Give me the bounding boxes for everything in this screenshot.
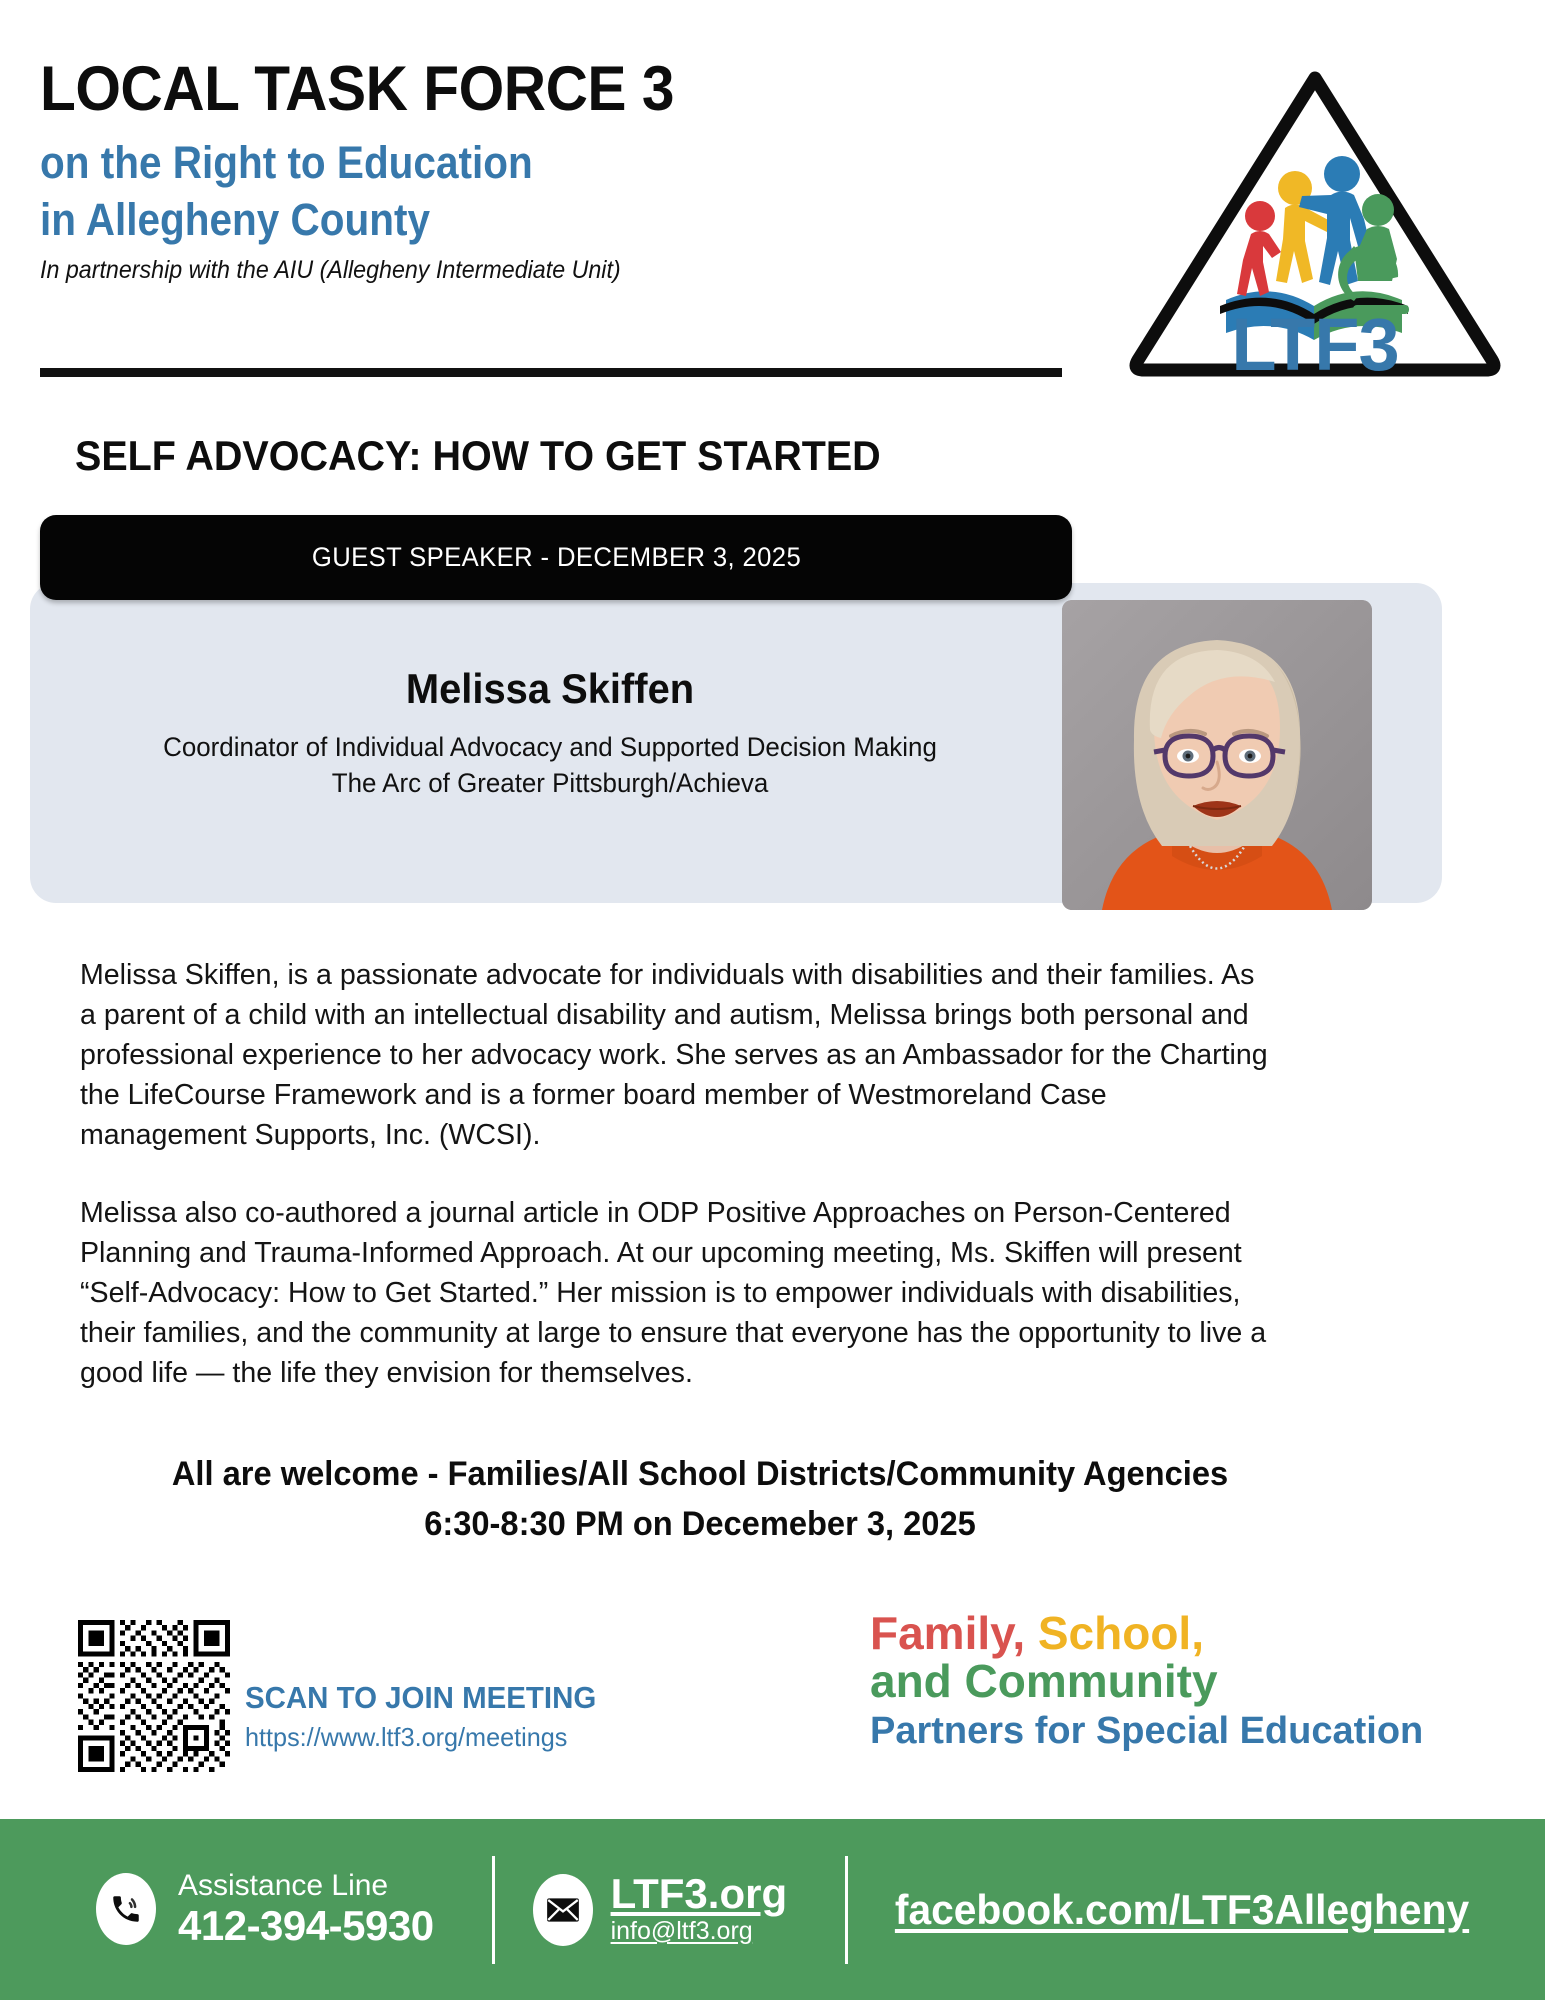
page-subtitle-line-2: in Allegheny County	[40, 193, 431, 245]
speaker-role-line-1: Coordinator of Individual Advocacy and Supported Decision Making	[163, 732, 937, 762]
assistance-text	[178, 1870, 434, 1949]
partners-line-2: and Community	[870, 1654, 1218, 1707]
footer-divider-1	[492, 1856, 495, 1964]
guest-speaker-label: GUEST SPEAKER - DECEMBER 3, 2025	[311, 542, 801, 572]
facebook-link[interactable]: facebook.com/LTF3Allegheny	[894, 1885, 1470, 1933]
speaker-role-line-2: The Arc of Greater Pittsburgh/Achieva	[331, 767, 769, 798]
page-subtitle-line-1: on the Right to Education	[40, 137, 533, 188]
speaker-photo-illustration	[1062, 600, 1372, 910]
qr-code-block[interactable]	[78, 1620, 230, 1772]
bio-p1-line-1: Melissa Skiffen, is a passionate advocate for individuals with disabilities and their families. As	[80, 959, 1255, 991]
scan-text-block	[245, 1680, 615, 1753]
bio-p2-line-1: Melissa also co-authored a journal article in ODP Positive Approaches on Person-Centered	[80, 1197, 1231, 1230]
email-text	[610, 1869, 788, 1947]
partners-word-family: Family,	[870, 1607, 1026, 1659]
envelope-icon-badge	[533, 1874, 593, 1946]
header-text-block	[40, 54, 1100, 285]
svg-text:LTF3: LTF3	[1231, 303, 1399, 386]
footer-divider-2	[845, 1856, 848, 1964]
bio-text	[80, 955, 1480, 1393]
flyer-footer	[0, 1819, 1545, 2000]
event-time-line: 6:30-8:30 PM on Decemeber 3, 2025	[424, 1505, 976, 1543]
welcome-line: All are welcome - Families/All School Districts/Community Agencies	[171, 1455, 1229, 1493]
phone-icon	[109, 1892, 143, 1926]
bio-paragraph-2	[80, 1193, 1459, 1393]
session-title: SELF ADVOCACY: HOW TO GET STARTED	[75, 432, 881, 479]
bio-p1-line-5: management Supports, Inc. (WCSI).	[80, 1119, 541, 1152]
speaker-section	[0, 515, 1545, 923]
bio-p2-line-2: Planning and Trauma-Informed Approach. At our upcoming meeting, Ms. Skiffen will present	[80, 1237, 1242, 1270]
phone-icon-badge	[96, 1873, 156, 1945]
partnership-note: In partnership with the AIU (Allegheny Intermediate Unit)	[40, 256, 621, 285]
bio-paragraph-1	[80, 955, 1459, 1155]
speaker-name: Melissa Skiffen	[405, 665, 695, 712]
partners-word-school: School,	[1037, 1607, 1204, 1659]
guest-speaker-bar	[40, 515, 1072, 600]
partners-line-1	[870, 1607, 1510, 1659]
bio-p2-line-3: “Self-Advocacy: How to Get Started.” Her mission is to empower individuals with disabilities,	[80, 1277, 1241, 1310]
bio-p1-line-3: professional experience to her advocacy work. She serves as an Ambassador for the Charting	[80, 1039, 1268, 1072]
partners-tagline	[870, 1607, 1510, 1753]
speaker-role	[99, 730, 1001, 801]
header-divider-rule	[40, 368, 1062, 377]
bio-p2-line-5: good life — the life they envision for themselves.	[80, 1357, 693, 1390]
qr-code-icon[interactable]	[78, 1620, 230, 1772]
envelope-icon	[546, 1893, 580, 1927]
page-title: LOCAL TASK FORCE 3	[40, 54, 674, 124]
bio-p1-line-4: the LifeCourse Framework and is a former board member of Westmoreland Case	[80, 1079, 1107, 1112]
flyer-header	[0, 0, 1545, 395]
partners-line-3: Partners for Special Education	[870, 1709, 1424, 1752]
speaker-headshot	[1062, 600, 1372, 910]
email-link[interactable]: info@ltf3.org	[610, 1916, 753, 1945]
website-link[interactable]: LTF3.org	[610, 1869, 788, 1917]
assistance-number: 412-394-5930	[178, 1902, 434, 1950]
scan-to-join-label: SCAN TO JOIN MEETING	[245, 1680, 597, 1715]
bio-p2-line-4: their families, and the community at large to ensure that everyone has the opportunity to live a	[80, 1317, 1267, 1350]
meeting-url-link[interactable]: https://www.ltf3.org/meetings	[245, 1722, 568, 1752]
assistance-label: Assistance Line	[178, 1868, 389, 1902]
ltf3-logo	[1120, 48, 1510, 388]
ltf3-logo-icon	[1120, 48, 1510, 388]
bio-p1-line-2: a parent of a child with an intellectual disability and autism, Melissa brings both personal and	[80, 999, 1249, 1032]
assistance-line-group	[96, 1870, 434, 1949]
email-group	[533, 1869, 788, 1947]
